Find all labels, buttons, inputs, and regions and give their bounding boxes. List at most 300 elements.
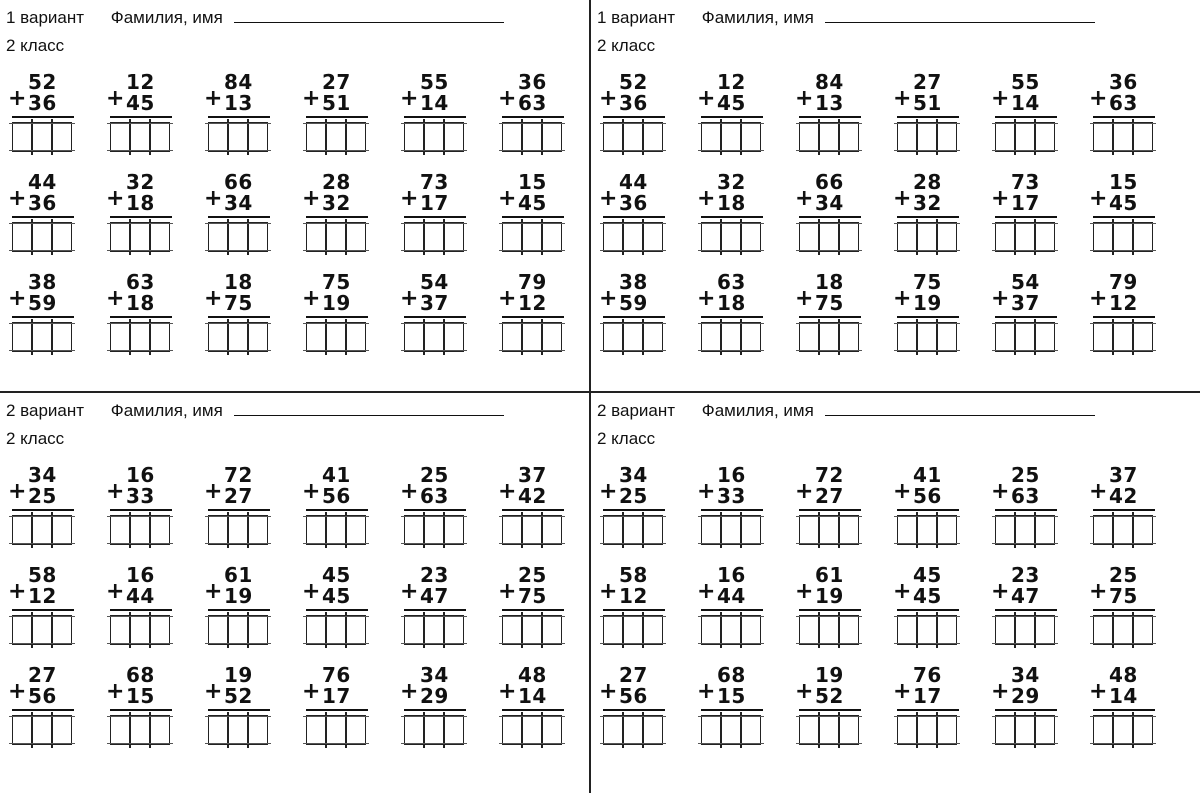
answer-boxes[interactable] [306, 222, 366, 252]
addition-problem [1089, 170, 1169, 270]
box-edge-line [796, 516, 862, 517]
addend-bottom: 52 [815, 684, 844, 708]
addition-problem [1089, 270, 1169, 370]
addition-problem [498, 663, 578, 763]
answer-boxes[interactable] [502, 322, 562, 352]
sum-line [701, 116, 763, 118]
box-edge-line [401, 543, 467, 544]
class-label: 2 класс [597, 429, 656, 448]
plus-sign: + [1089, 286, 1108, 311]
addend-bottom: 12 [28, 584, 57, 608]
answer-boxes[interactable] [1093, 122, 1153, 152]
addition-problem [400, 563, 480, 663]
sum-line [110, 116, 172, 118]
answer-boxes[interactable] [1093, 615, 1153, 645]
addend-top: 41 [322, 463, 351, 487]
answer-boxes[interactable] [897, 515, 957, 545]
sum-line [603, 509, 665, 511]
box-edge-line [992, 716, 1058, 717]
sum-line [897, 609, 959, 611]
sum-line [897, 509, 959, 511]
answer-boxes[interactable] [404, 122, 464, 152]
addend-top: 54 [1011, 270, 1040, 294]
plus-sign: + [498, 86, 517, 111]
plus-sign: + [599, 186, 618, 211]
sum-line [110, 709, 172, 711]
addition-problem [302, 270, 382, 370]
addend-top: 25 [420, 463, 449, 487]
answer-boxes[interactable] [12, 615, 72, 645]
box-edge-line [303, 616, 369, 617]
answer-boxes[interactable] [799, 515, 859, 545]
name-label: Фамилия, имя [701, 401, 814, 420]
addend-top: 38 [619, 270, 648, 294]
box-edge-line [698, 743, 764, 744]
addend-bottom: 12 [518, 291, 547, 315]
addition-problem [893, 663, 973, 763]
box-edge-line [796, 223, 862, 224]
addend-bottom: 63 [1109, 91, 1138, 115]
answer-boxes[interactable] [306, 715, 366, 745]
box-edge-line [499, 250, 565, 251]
sum-line [208, 709, 270, 711]
addend-bottom: 34 [224, 191, 253, 215]
box-edge-line [401, 123, 467, 124]
addend-bottom: 37 [1011, 291, 1040, 315]
answer-boxes[interactable] [897, 222, 957, 252]
class-label: 2 класс [6, 429, 65, 448]
answer-boxes[interactable] [701, 222, 761, 252]
quadrant-3 [0, 393, 591, 793]
addend-bottom: 42 [1109, 484, 1138, 508]
box-edge-line [107, 616, 173, 617]
sum-line [701, 709, 763, 711]
addition-problem [697, 663, 777, 763]
answer-boxes[interactable] [603, 122, 663, 152]
answer-boxes[interactable] [799, 222, 859, 252]
sum-line [1093, 509, 1155, 511]
answer-boxes[interactable] [1093, 515, 1153, 545]
addition-problem [400, 70, 480, 170]
addend-top: 25 [518, 563, 547, 587]
name-blank-line[interactable] [234, 401, 504, 416]
plus-sign: + [498, 186, 517, 211]
box-edge-line [894, 543, 960, 544]
answer-boxes[interactable] [306, 515, 366, 545]
addition-problem [697, 70, 777, 170]
addend-top: 63 [717, 270, 746, 294]
addend-top: 18 [224, 270, 253, 294]
addend-bottom: 59 [619, 291, 648, 315]
addition-problem [795, 70, 875, 170]
plus-sign: + [893, 286, 912, 311]
plus-sign: + [1089, 679, 1108, 704]
plus-sign: + [8, 186, 27, 211]
sum-line [603, 216, 665, 218]
answer-boxes[interactable] [701, 715, 761, 745]
addend-bottom: 56 [619, 684, 648, 708]
addition-problem [697, 170, 777, 270]
name-blank-line[interactable] [825, 8, 1095, 23]
sum-line [502, 116, 564, 118]
answer-boxes[interactable] [12, 515, 72, 545]
addition-problem [991, 70, 1071, 170]
box-edge-line [401, 323, 467, 324]
plus-sign: + [893, 479, 912, 504]
addend-bottom: 75 [815, 291, 844, 315]
addend-top: 32 [717, 170, 746, 194]
addend-bottom: 47 [420, 584, 449, 608]
addend-top: 55 [420, 70, 449, 94]
answer-boxes[interactable] [208, 615, 268, 645]
box-edge-line [992, 616, 1058, 617]
plus-sign: + [991, 579, 1010, 604]
addend-top: 27 [28, 663, 57, 687]
answer-boxes[interactable] [995, 615, 1055, 645]
answer-boxes[interactable] [799, 122, 859, 152]
addend-bottom: 18 [126, 191, 155, 215]
addition-problem [991, 663, 1071, 763]
addition-problem [302, 563, 382, 663]
answer-boxes[interactable] [799, 615, 859, 645]
addend-top: 75 [322, 270, 351, 294]
answer-boxes[interactable] [995, 322, 1055, 352]
box-edge-line [205, 743, 271, 744]
addend-top: 66 [224, 170, 253, 194]
answer-boxes[interactable] [701, 615, 761, 645]
answer-boxes[interactable] [502, 515, 562, 545]
plus-sign: + [204, 86, 223, 111]
sum-line [799, 509, 861, 511]
addend-bottom: 51 [322, 91, 351, 115]
answer-boxes[interactable] [208, 515, 268, 545]
box-edge-line [401, 743, 467, 744]
addend-top: 34 [619, 463, 648, 487]
plus-sign: + [106, 579, 125, 604]
plus-sign: + [893, 186, 912, 211]
box-edge-line [894, 350, 960, 351]
addend-bottom: 45 [518, 191, 547, 215]
addend-top: 27 [322, 70, 351, 94]
addend-bottom: 17 [1011, 191, 1040, 215]
addition-problem [302, 663, 382, 763]
box-edge-line [600, 516, 666, 517]
answer-boxes[interactable] [502, 715, 562, 745]
sum-line [502, 709, 564, 711]
addition-problem [400, 663, 480, 763]
addend-bottom: 36 [619, 91, 648, 115]
answer-boxes[interactable] [897, 715, 957, 745]
addition-problem [599, 70, 679, 170]
box-edge-line [796, 543, 862, 544]
addend-top: 84 [815, 70, 844, 94]
answer-boxes[interactable] [897, 615, 957, 645]
answer-boxes[interactable] [995, 222, 1055, 252]
box-edge-line [499, 643, 565, 644]
sum-line [995, 709, 1057, 711]
sum-line [603, 709, 665, 711]
answer-boxes[interactable] [701, 515, 761, 545]
addend-top: 48 [1109, 663, 1138, 687]
plus-sign: + [302, 186, 321, 211]
sum-line [995, 509, 1057, 511]
answer-boxes[interactable] [701, 122, 761, 152]
box-edge-line [796, 716, 862, 717]
addend-bottom: 36 [619, 191, 648, 215]
addition-problem [106, 463, 186, 563]
box-edge-line [107, 643, 173, 644]
sum-line [1093, 116, 1155, 118]
addend-bottom: 45 [126, 91, 155, 115]
addition-problem [893, 463, 973, 563]
answer-boxes[interactable] [306, 122, 366, 152]
box-edge-line [894, 123, 960, 124]
plus-sign: + [697, 86, 716, 111]
answer-boxes[interactable] [110, 322, 170, 352]
plus-sign: + [106, 679, 125, 704]
answer-boxes[interactable] [502, 615, 562, 645]
plus-sign: + [599, 479, 618, 504]
header [597, 8, 1095, 28]
answer-boxes[interactable] [208, 715, 268, 745]
plus-sign: + [8, 679, 27, 704]
answer-boxes[interactable] [12, 222, 72, 252]
plus-sign: + [697, 579, 716, 604]
box-edge-line [9, 543, 75, 544]
box-edge-line [9, 643, 75, 644]
box-edge-line [303, 716, 369, 717]
sum-line [1093, 316, 1155, 318]
addition-problem [498, 70, 578, 170]
answer-boxes[interactable] [208, 322, 268, 352]
addend-bottom: 18 [717, 291, 746, 315]
box-edge-line [600, 616, 666, 617]
box-edge-line [1090, 123, 1156, 124]
addend-top: 58 [28, 563, 57, 587]
addition-problem [8, 563, 88, 663]
box-edge-line [205, 123, 271, 124]
box-edge-line [894, 743, 960, 744]
plus-sign: + [599, 86, 618, 111]
addend-bottom: 33 [717, 484, 746, 508]
box-edge-line [992, 643, 1058, 644]
addend-top: 16 [717, 463, 746, 487]
answer-boxes[interactable] [995, 515, 1055, 545]
box-edge-line [499, 323, 565, 324]
addend-bottom: 19 [322, 291, 351, 315]
box-edge-line [205, 223, 271, 224]
plus-sign: + [991, 286, 1010, 311]
answer-boxes[interactable] [1093, 322, 1153, 352]
addend-top: 58 [619, 563, 648, 587]
answer-boxes[interactable] [603, 322, 663, 352]
addition-problem [795, 463, 875, 563]
box-edge-line [499, 150, 565, 151]
answer-boxes[interactable] [799, 322, 859, 352]
box-edge-line [499, 123, 565, 124]
answer-boxes[interactable] [12, 715, 72, 745]
addend-bottom: 56 [913, 484, 942, 508]
box-edge-line [499, 716, 565, 717]
addend-bottom: 32 [913, 191, 942, 215]
addition-problem [400, 170, 480, 270]
answer-boxes[interactable] [110, 515, 170, 545]
name-blank-line[interactable] [234, 8, 504, 23]
box-edge-line [698, 250, 764, 251]
quadrant-4 [591, 393, 1200, 793]
box-edge-line [107, 716, 173, 717]
sum-line [110, 509, 172, 511]
answer-boxes[interactable] [1093, 715, 1153, 745]
addend-top: 68 [717, 663, 746, 687]
addend-bottom: 34 [815, 191, 844, 215]
answer-boxes[interactable] [306, 322, 366, 352]
plus-sign: + [893, 579, 912, 604]
answer-boxes[interactable] [208, 122, 268, 152]
addend-bottom: 45 [913, 584, 942, 608]
plus-sign: + [599, 679, 618, 704]
addition-problem [697, 463, 777, 563]
addition-problem [599, 463, 679, 563]
addend-top: 19 [815, 663, 844, 687]
box-edge-line [600, 743, 666, 744]
addend-top: 34 [28, 463, 57, 487]
answer-boxes[interactable] [12, 322, 72, 352]
box-edge-line [796, 323, 862, 324]
box-edge-line [303, 223, 369, 224]
answer-boxes[interactable] [502, 222, 562, 252]
name-blank-line[interactable] [825, 401, 1095, 416]
variant-label: 2 вариант [597, 401, 676, 420]
addend-bottom: 27 [815, 484, 844, 508]
sum-line [995, 609, 1057, 611]
answer-boxes[interactable] [799, 715, 859, 745]
addend-top: 27 [619, 663, 648, 687]
addend-bottom: 75 [224, 291, 253, 315]
answer-boxes[interactable] [404, 515, 464, 545]
answer-boxes[interactable] [12, 122, 72, 152]
box-edge-line [992, 743, 1058, 744]
addition-problem [498, 270, 578, 370]
box-edge-line [9, 350, 75, 351]
answer-boxes[interactable] [603, 222, 663, 252]
answer-boxes[interactable] [110, 122, 170, 152]
sum-line [208, 316, 270, 318]
answer-boxes[interactable] [110, 615, 170, 645]
plus-sign: + [8, 479, 27, 504]
addend-top: 38 [28, 270, 57, 294]
box-edge-line [698, 643, 764, 644]
plus-sign: + [795, 86, 814, 111]
answer-boxes[interactable] [110, 715, 170, 745]
addend-top: 34 [420, 663, 449, 687]
answer-boxes[interactable] [208, 222, 268, 252]
variant-label: 1 вариант [597, 8, 676, 27]
answer-boxes[interactable] [404, 222, 464, 252]
addition-problem [1089, 70, 1169, 170]
addend-top: 16 [126, 463, 155, 487]
addend-bottom: 14 [1109, 684, 1138, 708]
sum-line [306, 216, 368, 218]
addend-bottom: 17 [322, 684, 351, 708]
answer-boxes[interactable] [306, 615, 366, 645]
addition-problem [106, 70, 186, 170]
addition-problem [106, 563, 186, 663]
plus-sign: + [795, 286, 814, 311]
addition-problem [8, 463, 88, 563]
box-edge-line [698, 123, 764, 124]
answer-boxes[interactable] [897, 322, 957, 352]
addend-top: 15 [1109, 170, 1138, 194]
answer-boxes[interactable] [603, 515, 663, 545]
class-label: 2 класс [6, 36, 65, 55]
answer-boxes[interactable] [995, 122, 1055, 152]
addend-bottom: 25 [28, 484, 57, 508]
answer-boxes[interactable] [404, 715, 464, 745]
plus-sign: + [302, 679, 321, 704]
addend-top: 27 [913, 70, 942, 94]
answer-boxes[interactable] [995, 715, 1055, 745]
box-edge-line [107, 543, 173, 544]
plus-sign: + [697, 186, 716, 211]
answer-boxes[interactable] [404, 615, 464, 645]
plus-sign: + [302, 286, 321, 311]
box-edge-line [9, 123, 75, 124]
addition-problem [991, 463, 1071, 563]
answer-boxes[interactable] [404, 322, 464, 352]
addition-problem [204, 563, 284, 663]
answer-boxes[interactable] [1093, 222, 1153, 252]
sum-line [799, 116, 861, 118]
sum-line [208, 609, 270, 611]
header [597, 401, 1095, 421]
box-edge-line [107, 250, 173, 251]
box-edge-line [992, 123, 1058, 124]
plus-sign: + [498, 286, 517, 311]
quadrant-2 [591, 0, 1200, 393]
addend-top: 44 [28, 170, 57, 194]
sum-line [897, 116, 959, 118]
addend-bottom: 56 [28, 684, 57, 708]
box-edge-line [1090, 516, 1156, 517]
box-edge-line [9, 223, 75, 224]
addend-top: 28 [913, 170, 942, 194]
sum-line [502, 509, 564, 511]
box-edge-line [205, 616, 271, 617]
answer-boxes[interactable] [897, 122, 957, 152]
plus-sign: + [400, 186, 419, 211]
addend-top: 84 [224, 70, 253, 94]
answer-boxes[interactable] [701, 322, 761, 352]
answer-boxes[interactable] [603, 615, 663, 645]
plus-sign: + [991, 679, 1010, 704]
addend-bottom: 19 [224, 584, 253, 608]
answer-boxes[interactable] [502, 122, 562, 152]
plus-sign: + [1089, 479, 1108, 504]
sum-line [12, 316, 74, 318]
sum-line [404, 116, 466, 118]
name-label: Фамилия, имя [701, 8, 814, 27]
addend-top: 25 [1109, 563, 1138, 587]
addition-problem [204, 270, 284, 370]
sum-line [701, 609, 763, 611]
answer-boxes[interactable] [603, 715, 663, 745]
plus-sign: + [1089, 579, 1108, 604]
plus-sign: + [204, 186, 223, 211]
addend-bottom: 63 [420, 484, 449, 508]
answer-boxes[interactable] [110, 222, 170, 252]
box-edge-line [401, 616, 467, 617]
